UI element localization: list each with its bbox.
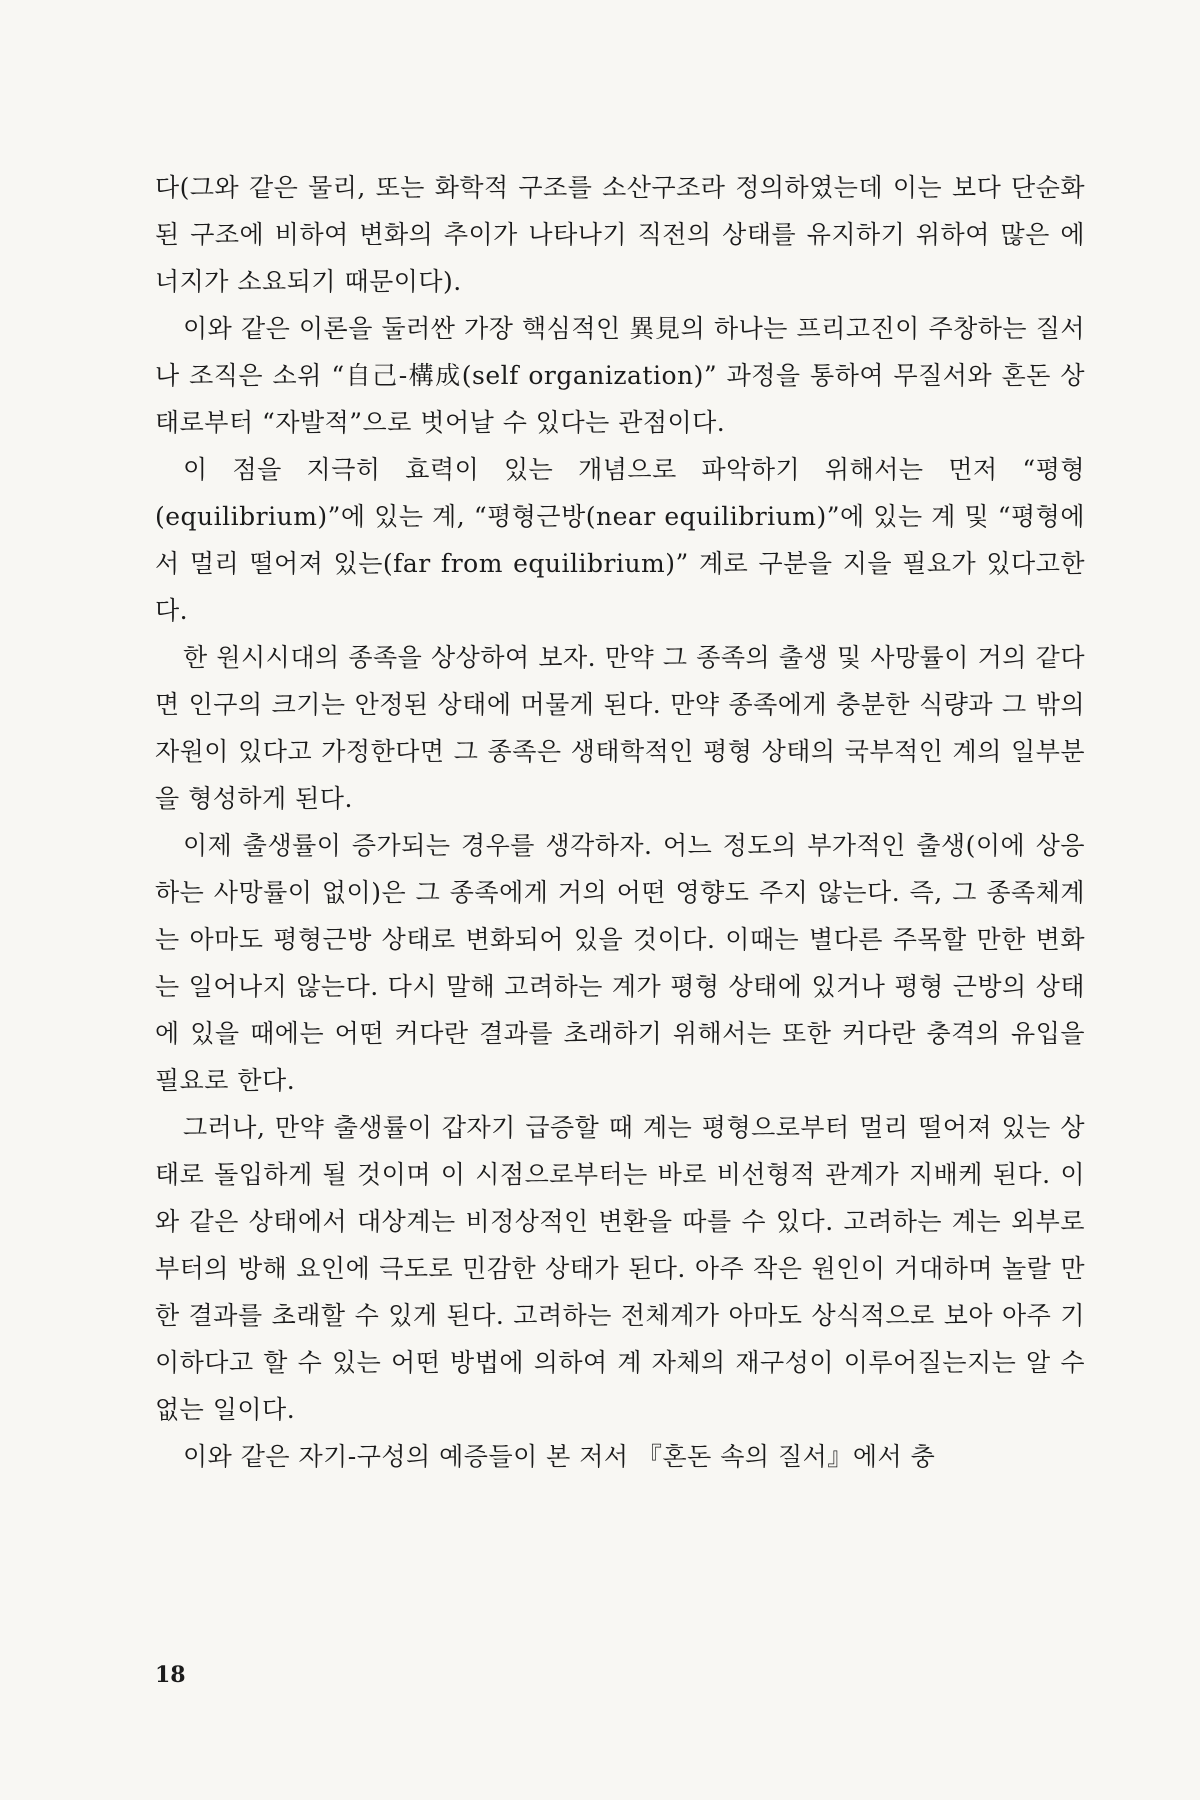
paragraph: 이 점을 지극히 효력이 있는 개념으로 파악하기 위해서는 먼저 “평형(equilibrium)”에 있는 계, “평형근방(near equilibrium)”에 있는 계 및 “평형에서 멀리 떨어져 있는(far from equilibrium)” 계로 구분을 지을 필요가 있다고한다. bbox=[155, 455, 1085, 625]
paragraph: 한 원시시대의 종족을 상상하여 보자. 만약 그 종족의 출생 및 사망률이 거의 같다면 인구의 크기는 안정된 상태에 머물게 된다. 만약 종족에게 충분한 식량과 그 밖의 자원이 있다고 가정한다면 그 종족은 생태학적인 평형 상태의 국부적인 계의 일부분을 형성하게 된다. bbox=[155, 643, 1085, 813]
body-text bbox=[155, 164, 1085, 1480]
paragraph: 다(그와 같은 물리, 또는 화학적 구조를 소산구조라 정의하였는데 이는 보다 단순화된 구조에 비하여 변화의 추이가 나타나기 직전의 상태를 유지하기 위하여 많은 에너지가 소요되기 때문이다). bbox=[155, 173, 1085, 296]
paragraph: 이제 출생률이 증가되는 경우를 생각하자. 어느 정도의 부가적인 출생(이에 상응하는 사망률이 없이)은 그 종족에게 거의 어떤 영향도 주지 않는다. 즉, 그 종족체계는 아마도 평형근방 상태로 변화되어 있을 것이다. 이때는 별다른 주목할 만한 변화는 일어나지 않는다. 다시 말해 고려하는 계가 평형 상태에 있거나 평형 근방의 상태에 있을 때에는 어떤 커다란 결과를 초래하기 위해서는 또한 커다란 충격의 유입을 필요로 한다. bbox=[155, 831, 1085, 1095]
paragraph: 이와 같은 이론을 둘러싼 가장 핵심적인 異見의 하나는 프리고진이 주창하는 질서나 조직은 소위 “自己-構成(self organization)” 과정을 통하여 무질서와 혼돈 상태로부터 “자발적”으로 벗어날 수 있다는 관점이다. bbox=[155, 314, 1085, 437]
paragraph: 이와 같은 자기-구성의 예증들이 본 저서 『혼돈 속의 질서』에서 충 bbox=[183, 1442, 936, 1471]
page-number: 18 bbox=[155, 1662, 186, 1688]
paragraph: 그러나, 만약 출생률이 갑자기 급증할 때 계는 평형으로부터 멀리 떨어져 있는 상태로 돌입하게 될 것이며 이 시점으로부터는 바로 비선형적 관계가 지배케 된다. 이와 같은 상태에서 대상계는 비정상적인 변환을 따를 수 있다. 고려하는 계는 외부로부터의 방해 요인에 극도로 민감한 상태가 된다. 아주 작은 원인이 거대하며 놀랄 만한 결과를 초래할 수 있게 된다. 고려하는 전체계가 아마도 상식적으로 보아 아주 기이하다고 할 수 있는 어떤 방법에 의하여 계 자체의 재구성이 이루어질는지는 알 수 없는 일이다. bbox=[155, 1113, 1085, 1424]
